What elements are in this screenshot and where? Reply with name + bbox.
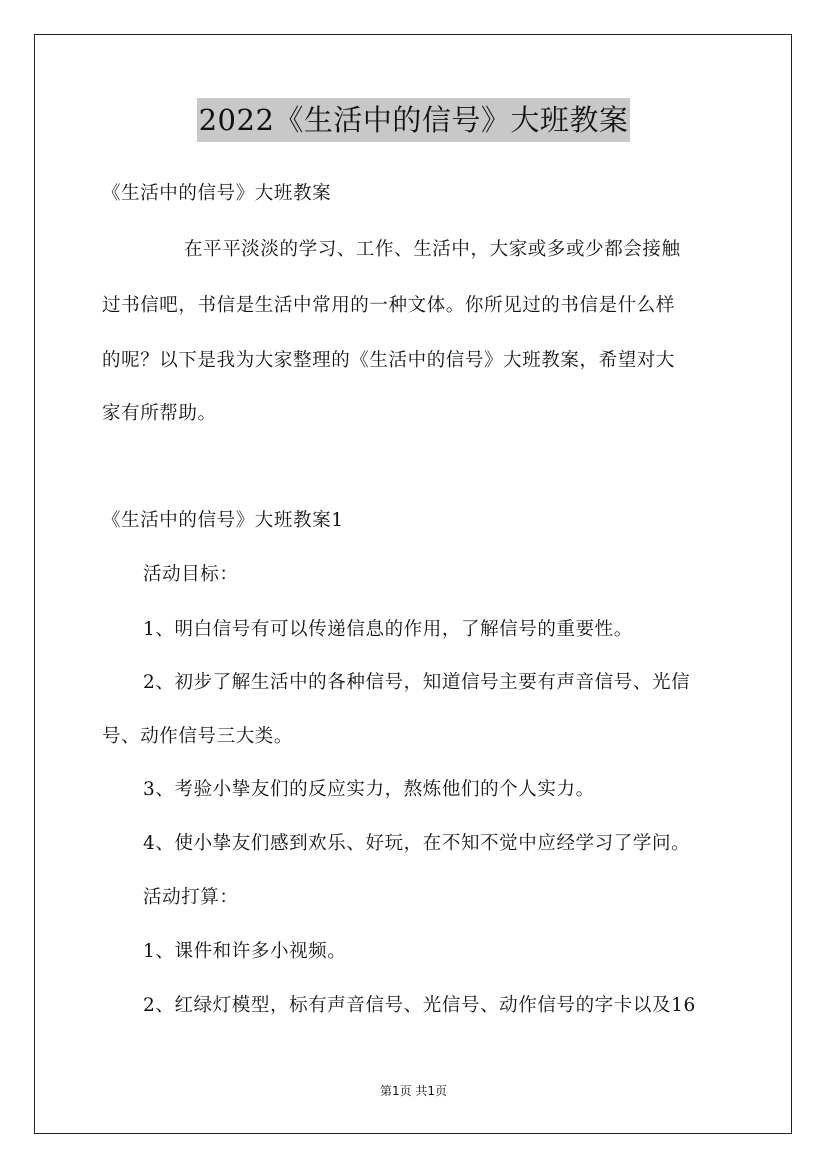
- title-container: [0, 98, 827, 142]
- list-item: 1、明白信号有可以传递信息的作用，了解信号的重要性。: [143, 619, 633, 640]
- list-item: 2、红绿灯模型，标有声音信号、光信号、动作信号的字卡以及16: [143, 995, 696, 1016]
- subheading: 活动目标：: [143, 564, 239, 585]
- document-title: 2022《生活中的信号》大班教案: [197, 98, 631, 142]
- list-item: 2、初步了解生活中的各种信号，知道信号主要有声音信号、光信: [143, 672, 691, 693]
- section-heading: 《生活中的信号》大班教案: [102, 183, 332, 204]
- paragraph-line: 家有所帮助。: [102, 403, 217, 424]
- section-heading: 《生活中的信号》大班教案1: [102, 510, 344, 531]
- paragraph-line: 的呢？以下是我为大家整理的《生活中的信号》大班教案，希望对大: [102, 350, 676, 371]
- list-item-continuation: 号、动作信号三大类。: [102, 726, 294, 747]
- subheading: 活动打算：: [143, 887, 239, 908]
- list-item: 1、课件和许多小视频。: [143, 941, 347, 962]
- list-item: 4、使小挚友们感到欢乐、好玩，在不知不觉中应经学习了学问。: [143, 833, 691, 854]
- list-item: 3、考验小挚友们的反应实力，熬炼他们的个人实力。: [143, 779, 595, 800]
- paragraph-line: 过书信吧，书信是生活中常用的一种文体。你所见过的书信是什么样: [102, 295, 676, 316]
- page-footer: 第1页 共1页: [379, 1084, 448, 1098]
- paragraph-line: 在平平淡淡的学习、工作、生活中，大家或多或少都会接触: [184, 239, 681, 260]
